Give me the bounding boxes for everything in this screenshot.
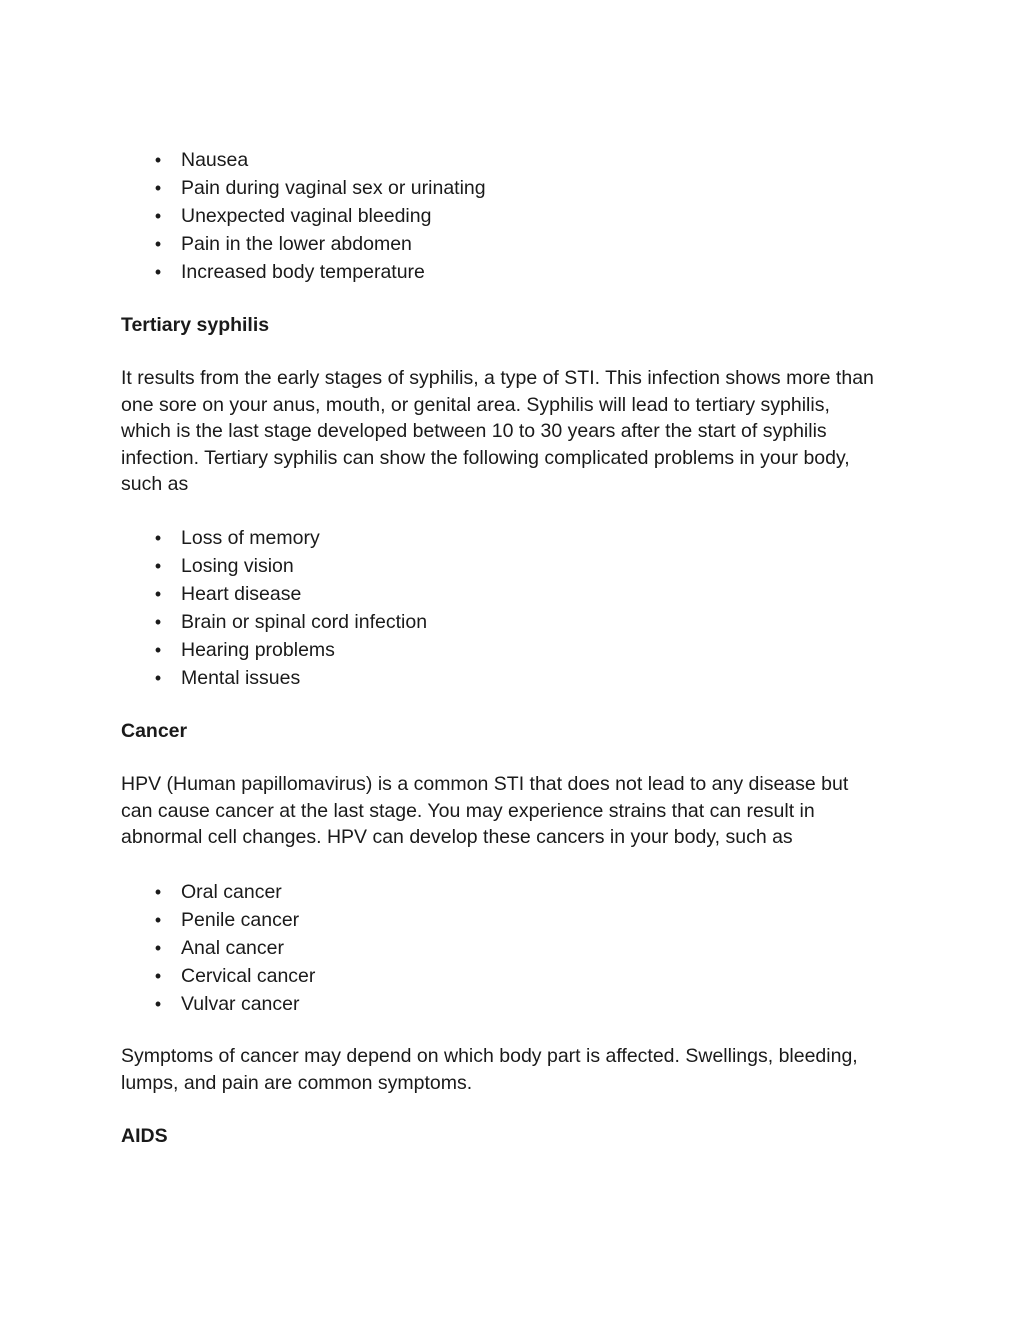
bullet-icon: •	[154, 234, 162, 254]
bullet-icon: •	[154, 528, 162, 548]
bullet-icon: •	[154, 150, 162, 170]
complications-list	[150, 524, 427, 692]
bullet-icon: •	[154, 994, 162, 1014]
paragraph-line: abnormal cell changes. HPV can develop these cancers in your body, such as	[121, 826, 793, 848]
list-item: • Penile cancer	[150, 906, 315, 934]
list-item: • Nausea	[150, 146, 486, 174]
list-item: • Hearing problems	[150, 636, 427, 664]
cancer-types-list	[150, 878, 315, 1018]
bullet-icon: •	[154, 668, 162, 688]
list-item: • Anal cancer	[150, 934, 315, 962]
bullet-icon: •	[154, 584, 162, 604]
paragraph-line: Symptoms of cancer may depend on which body part is affected. Swellings, bleeding,	[121, 1045, 858, 1067]
bullet-icon: •	[154, 556, 162, 576]
list-item: • Loss of memory	[150, 524, 427, 552]
list-item: • Mental issues	[150, 664, 427, 692]
paragraph-line: one sore on your anus, mouth, or genital area. Syphilis will lead to tertiary syphilis,	[121, 393, 830, 416]
bullet-icon: •	[154, 910, 162, 930]
section-heading-tertiary-syphilis: Tertiary syphilis	[121, 314, 270, 336]
bullet-icon: •	[154, 178, 162, 198]
bullet-icon: •	[154, 206, 162, 226]
bullet-icon: •	[154, 262, 162, 282]
bullet-icon: •	[154, 612, 162, 632]
paragraph-line: infection. Tertiary syphilis can show the following complicated problems in your body,	[121, 446, 850, 469]
paragraph-cancer-symptoms	[121, 1043, 911, 1096]
paragraph-tertiary-syphilis	[121, 365, 911, 498]
paragraph-line: which is the last stage developed between 10 to 30 years after the start of syphilis	[121, 420, 827, 442]
paragraph-line: lumps, and pain are common symptoms.	[121, 1071, 473, 1094]
list-item: • Increased body temperature	[150, 258, 486, 286]
symptom-list	[150, 146, 486, 286]
list-item: • Heart disease	[150, 580, 427, 608]
paragraph-line: It results from the early stages of syphilis, a type of STI. This infection shows more than	[121, 367, 874, 389]
bullet-icon: •	[154, 966, 162, 986]
paragraph-cancer	[121, 771, 911, 851]
list-item: • Cervical cancer	[150, 962, 315, 990]
bullet-icon: •	[154, 882, 162, 902]
paragraph-line: such as	[121, 473, 189, 495]
list-item: • Brain or spinal cord infection	[150, 608, 427, 636]
bullet-icon: •	[154, 640, 162, 660]
section-heading-aids: AIDS	[121, 1125, 168, 1147]
paragraph-line: can cause cancer at the last stage. You may experience strains that can result in	[121, 799, 815, 822]
paragraph-line: HPV (Human papillomavirus) is a common STI that does not lead to any disease but	[121, 773, 849, 795]
bullet-icon: •	[154, 938, 162, 958]
list-item: • Unexpected vaginal bleeding	[150, 202, 486, 230]
section-heading-cancer: Cancer	[121, 720, 188, 742]
list-item: • Oral cancer	[150, 878, 315, 906]
list-item: • Pain during vaginal sex or urinating	[150, 174, 486, 202]
list-item: • Pain in the lower abdomen	[150, 230, 486, 258]
list-item: • Vulvar cancer	[150, 990, 315, 1018]
list-item: • Losing vision	[150, 552, 427, 580]
